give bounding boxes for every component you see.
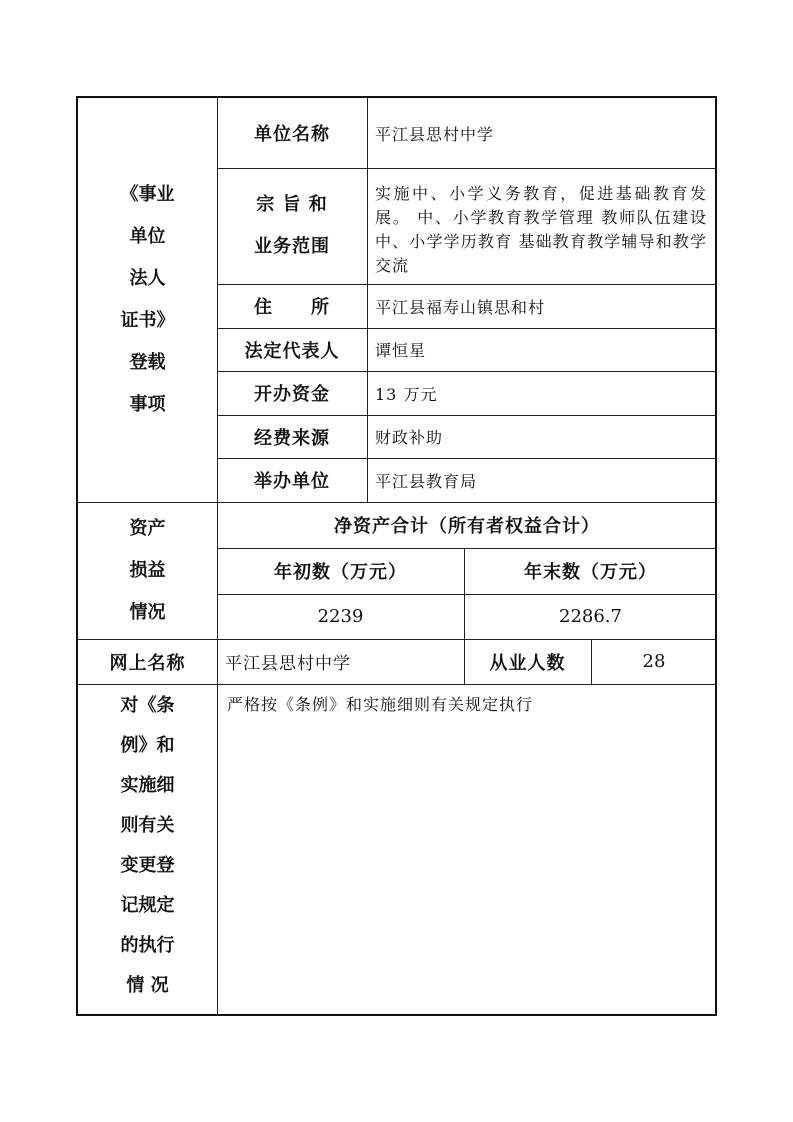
table-divider (591, 639, 592, 684)
heading-line: 则有关 (120, 815, 175, 836)
heading-line: 《事业 (120, 184, 175, 205)
beginning-balance-header: 年初数（万元） (274, 562, 407, 583)
table-divider (217, 594, 717, 595)
table-divider (217, 168, 717, 169)
address-value: 平江县福寿山镇思和村 (375, 297, 546, 317)
label-line: 业务范围 (254, 236, 330, 257)
heading-line: 情况 (129, 601, 166, 623)
heading-line: 证书》 (120, 310, 175, 331)
online-name-value: 平江县思村中学 (225, 654, 351, 674)
table-divider (367, 98, 368, 502)
label-line: 宗 旨 和 (256, 194, 328, 215)
heading-line: 登载 (129, 352, 166, 373)
heading-line: 事项 (129, 394, 166, 415)
legal-representative-value: 谭恒星 (375, 341, 427, 360)
staff-count-label: 从业人数 (489, 652, 566, 674)
table-divider (217, 458, 717, 459)
registration-table (76, 96, 717, 1016)
table-divider (217, 548, 717, 549)
net-assets-title: 净资产合计（所有者权益合计） (334, 516, 600, 537)
beginning-balance-value: 2239 (317, 606, 364, 627)
regulation-compliance-value: 严格按《条例》和实施细则有关规定执行 (227, 695, 534, 714)
table-divider (217, 371, 717, 372)
unit-name-value: 平江县思村中学 (375, 124, 495, 144)
heading-line: 情 况 (126, 975, 169, 996)
heading-line: 法人 (129, 268, 166, 289)
sponsor-unit-label: 举办单位 (254, 471, 330, 492)
table-divider (217, 328, 717, 329)
ending-balance-header: 年末数（万元） (524, 562, 657, 583)
certificate-items-heading (78, 98, 217, 502)
heading-line: 资产 (129, 517, 166, 539)
purpose-scope-value: 实施中、小学义务教育，促进基础教育发展。 中、小学教育教学管理 教师队伍建设 中、小学学历教育 基础教育教学辅导和教学交流 (375, 184, 707, 275)
staff-count-value: 28 (642, 651, 666, 672)
legal-representative-label: 法定代表人 (244, 340, 340, 362)
assets-heading (78, 502, 217, 639)
table-divider (217, 284, 717, 285)
table-divider (217, 98, 218, 1016)
funding-source-label: 经费来源 (254, 427, 330, 449)
table-divider (464, 548, 465, 684)
funding-source-value: 财政补助 (375, 428, 444, 447)
heading-line: 记规定 (120, 895, 175, 916)
address-label: 住 所 (254, 297, 330, 318)
purpose-scope-label (217, 168, 367, 284)
heading-line: 对《条 (120, 695, 175, 716)
heading-line: 实施细 (120, 775, 175, 796)
online-name-label: 网上名称 (109, 652, 186, 674)
start-capital-label: 开办资金 (254, 384, 330, 405)
heading-line: 的执行 (120, 935, 175, 956)
regulation-compliance-heading (78, 684, 217, 1016)
heading-line: 损益 (129, 559, 166, 581)
table-divider (78, 502, 717, 503)
start-capital-value: 13 万元 (375, 384, 438, 404)
heading-line: 单位 (129, 226, 166, 247)
heading-line: 变更登 (120, 855, 175, 876)
unit-name-label: 单位名称 (254, 124, 330, 145)
table-divider (217, 415, 717, 416)
sponsor-unit-value: 平江县教育局 (375, 471, 478, 491)
table-divider (78, 684, 717, 685)
heading-line: 例》和 (120, 735, 175, 756)
ending-balance-value: 2286.7 (559, 606, 622, 627)
table-divider (78, 639, 717, 640)
